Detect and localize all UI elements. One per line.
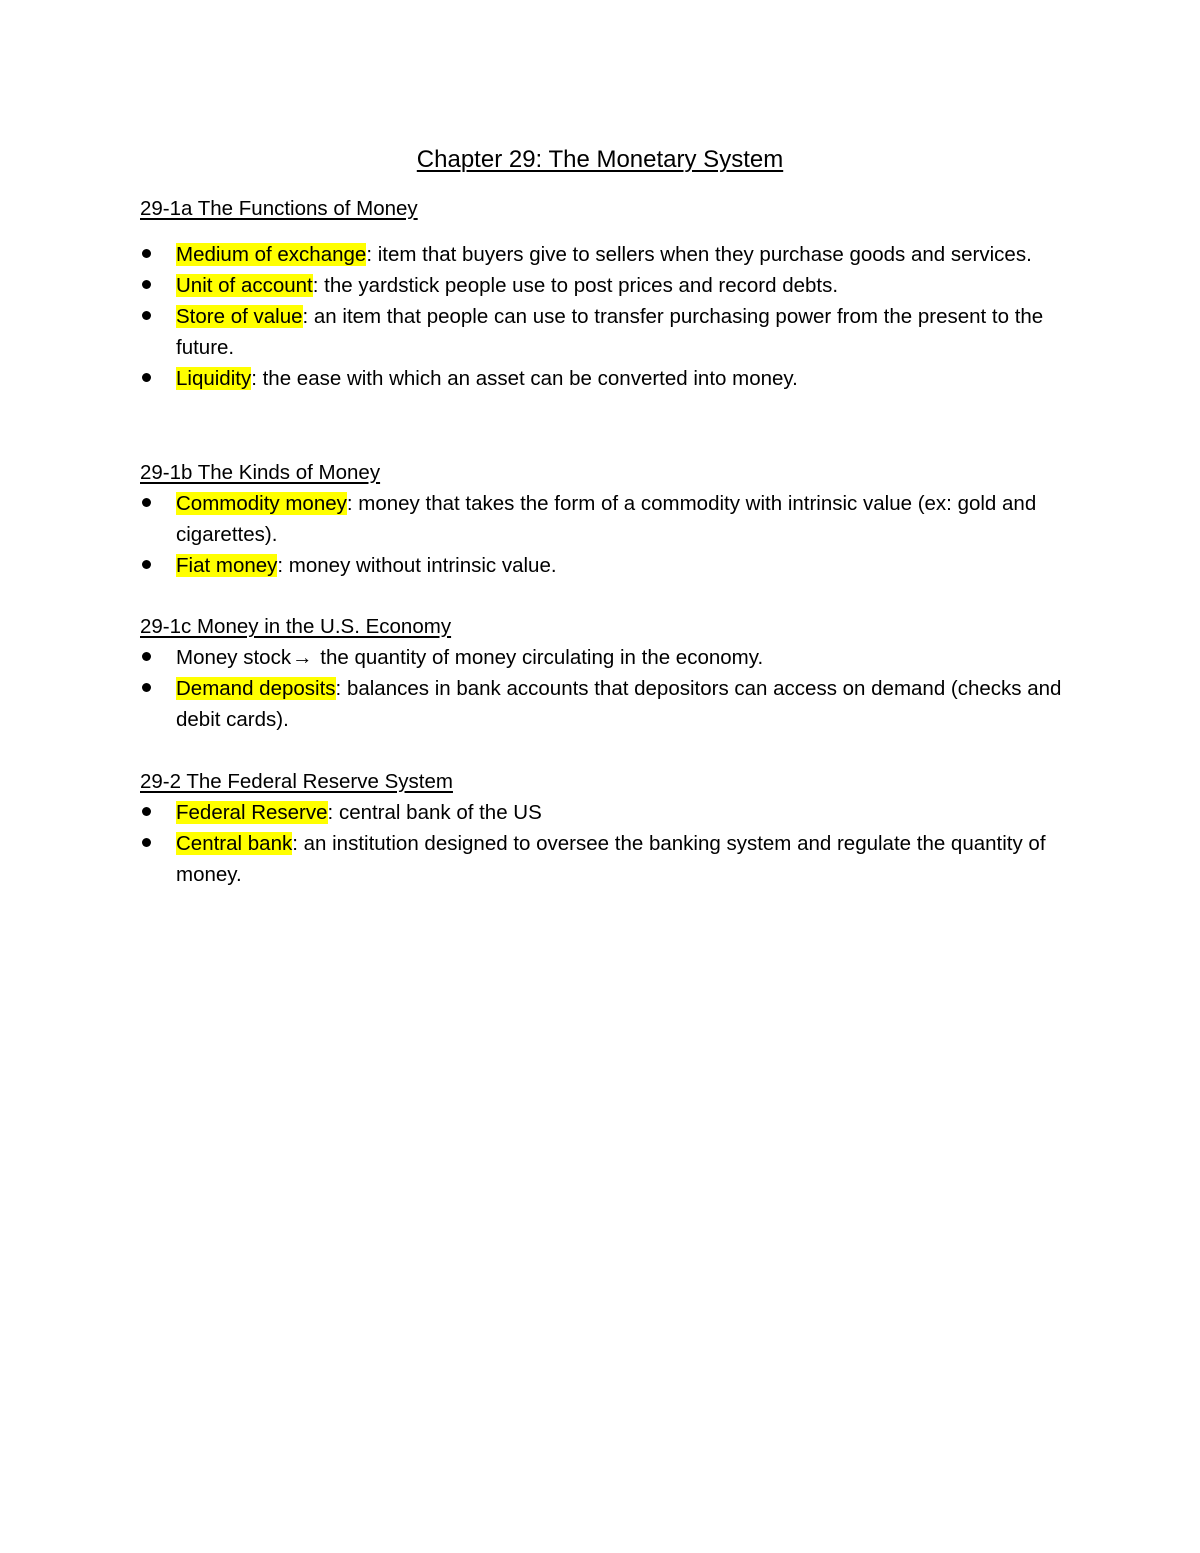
list-item xyxy=(140,301,1080,363)
bullet-icon xyxy=(142,838,151,847)
definition-text: : item that buyers give to sellers when they purchase goods and services. xyxy=(366,243,1032,266)
section-heading: 29-1c Money in the U.S. Economy xyxy=(140,615,452,638)
definition-text: : the yardstick people use to post prices and record debts. xyxy=(312,274,839,297)
highlighted-term: Fiat money xyxy=(176,554,278,577)
bullet-list xyxy=(140,642,1080,735)
section-heading: 29-1a The Functions of Money xyxy=(140,197,418,220)
list-item xyxy=(140,239,1080,270)
bullet-list xyxy=(140,239,1080,394)
bullet-icon xyxy=(142,249,151,258)
bullet-icon xyxy=(142,498,151,507)
bullet-icon xyxy=(142,373,151,382)
bullet-icon xyxy=(142,807,151,816)
bullet-icon xyxy=(142,683,151,692)
highlighted-term: Store of value xyxy=(176,305,303,328)
definition-text: : money without intrinsic value. xyxy=(277,554,557,577)
definition-text: : money that takes the form of a commodity with intrinsic value (ex: gold and cigarettes). xyxy=(176,492,1037,546)
section-heading: 29-2 The Federal Reserve System xyxy=(140,770,453,793)
list-item xyxy=(140,363,1080,394)
section-kinds-of-money xyxy=(140,457,1080,581)
list-item xyxy=(140,270,1080,301)
definition-text: : balances in bank accounts that depositors can access on demand (checks and debit cards). xyxy=(176,677,1062,731)
definition-text: : the ease with which an asset can be converted into money. xyxy=(251,367,798,390)
bullet-icon xyxy=(142,652,151,661)
arrow-right-icon: → xyxy=(292,646,313,669)
definition-text: the quantity of money circulating in the economy. xyxy=(314,646,764,669)
highlighted-term: Federal Reserve xyxy=(176,801,328,824)
section-money-us-economy xyxy=(140,611,1080,735)
highlighted-term: Central bank xyxy=(176,832,293,855)
list-item xyxy=(140,797,1080,828)
section-heading: 29-1b The Kinds of Money xyxy=(140,461,381,484)
bullet-icon xyxy=(142,280,151,289)
page-title: Chapter 29: The Monetary System xyxy=(416,146,784,173)
definition-text: : an institution designed to oversee the banking system and regulate the quantity of money. xyxy=(176,832,1046,886)
bullet-list xyxy=(140,797,1080,890)
list-item xyxy=(140,673,1080,735)
highlighted-term: Medium of exchange xyxy=(176,243,367,266)
list-item xyxy=(140,642,1080,673)
section-functions-of-money xyxy=(140,193,1080,394)
list-item xyxy=(140,488,1080,550)
bullet-icon xyxy=(142,311,151,320)
bullet-icon xyxy=(142,560,151,569)
bullet-list xyxy=(140,488,1080,581)
definition-text: : central bank of the US xyxy=(327,801,542,824)
definition-text: : an item that people can use to transfer purchasing power from the present to the future. xyxy=(176,305,1044,359)
highlighted-term: Liquidity xyxy=(176,367,252,390)
highlighted-term: Unit of account xyxy=(176,274,313,297)
section-federal-reserve-system xyxy=(140,766,1080,890)
list-item xyxy=(140,828,1080,890)
highlighted-term: Commodity money xyxy=(176,492,347,515)
highlighted-term: Demand deposits xyxy=(176,677,336,700)
item-prefix: Money stock xyxy=(176,646,292,669)
list-item xyxy=(140,550,1080,581)
